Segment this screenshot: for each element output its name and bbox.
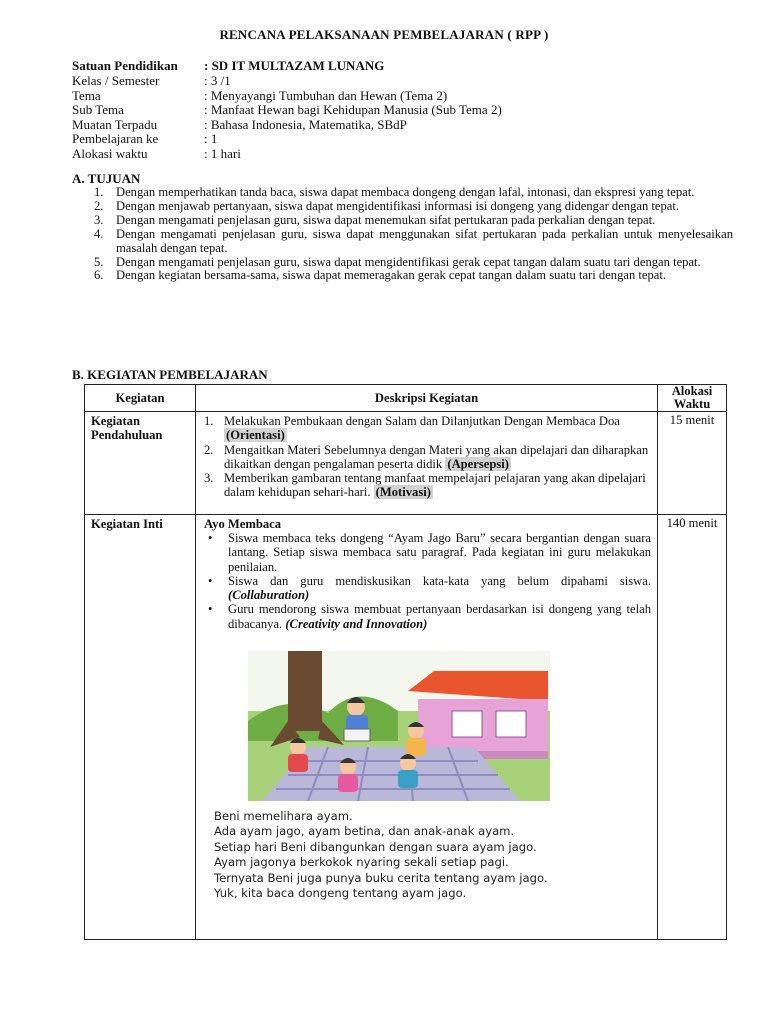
children-reading-illustration bbox=[248, 651, 550, 801]
goal-item bbox=[90, 214, 733, 228]
activity-description bbox=[196, 412, 658, 515]
bullet-tag: (Creativity and Innovation) bbox=[285, 616, 428, 631]
activity-time: 15 menit bbox=[658, 412, 727, 515]
identity-label: Tema bbox=[72, 87, 101, 103]
goal-number: 3. bbox=[94, 212, 104, 227]
item-tag: (Orientasi) bbox=[226, 428, 285, 443]
goal-text: Dengan menjawab pertanyaan, siswa dapat mengidentifikasi informasi isi dongeng yang didengar dengan tepat. bbox=[116, 198, 680, 213]
goal-text: Dengan mengamati penjelasan guru, siswa dapat mengidentifikasi gerak cepat tangan dalam suatu tari dengan tepat. bbox=[116, 254, 701, 269]
item-tag: (Apersepsi) bbox=[447, 456, 509, 471]
identity-value: : SD IT MULTAZAM LUNANG bbox=[204, 58, 385, 73]
story-line: Ada ayam jago, ayam betina, dan anak-anak ayam. bbox=[214, 824, 515, 839]
goal-item bbox=[90, 269, 733, 283]
goal-text: Dengan kegiatan bersama-sama, siswa dapat memeragakan gerak cepat tangan dalam suatu tari dengan tepat. bbox=[116, 268, 667, 283]
item-text: Melakukan Pembukaan dengan Salam dan Dilanjutkan Dengan Membaca Doa bbox=[224, 414, 620, 428]
story-text bbox=[214, 809, 584, 901]
activity-subtitle: Ayo Membaca bbox=[204, 517, 282, 531]
goal-item bbox=[90, 200, 733, 214]
identity-value: : Bahasa Indonesia, Matematika, SBdP bbox=[204, 116, 407, 132]
bullet-icon: • bbox=[208, 531, 213, 545]
goals-list bbox=[90, 186, 733, 283]
bullet-tag: (Collaburation) bbox=[228, 588, 310, 603]
bullet-text: Siswa dan guru mendiskusikan kata-kata yang belum dipahami siswa. bbox=[228, 573, 651, 588]
bullet-item bbox=[204, 574, 651, 603]
goal-number: 5. bbox=[94, 254, 104, 269]
bullet-text: Siswa membaca teks dongeng “Ayam Jago Baru” secara bergantian dengan suara lantang. Setiap siswa membaca satu paragraf. Pada kegiatan ini guru melakukan penilaian. bbox=[228, 531, 651, 574]
identity-label: Alokasi waktu bbox=[72, 145, 148, 161]
item-number: 1. bbox=[204, 414, 214, 428]
activities-table bbox=[84, 384, 727, 940]
header-deskripsi: Deskripsi Kegiatan bbox=[196, 385, 658, 412]
identity-label: Sub Tema bbox=[72, 102, 124, 117]
identity-label: Kelas / Semester bbox=[72, 73, 160, 88]
identity-label: Pembelajaran ke bbox=[72, 131, 159, 146]
activity-time: 140 menit bbox=[658, 515, 727, 940]
bullet-icon: • bbox=[208, 602, 213, 617]
header-alokasi: Alokasi Waktu bbox=[658, 385, 727, 412]
goal-item bbox=[90, 228, 733, 256]
table-header-row bbox=[85, 385, 727, 412]
table-row-pendahuluan bbox=[85, 412, 727, 515]
item-text: Mengaitkan Materi Sebelumnya dengan Materi yang akan dipelajari dan diharapkan dikaitkan dengan pengalaman peserta didik bbox=[224, 442, 649, 471]
story-line: Setiap hari Beni dibangunkan dengan suara ayam jago. bbox=[214, 839, 537, 854]
activity-description bbox=[196, 515, 658, 940]
story-line: Yuk, kita baca dongeng tentang ayam jago. bbox=[214, 886, 467, 901]
story-line: Ternyata Beni juga punya buku cerita tentang ayam jago. bbox=[214, 870, 548, 885]
inti-bullet-list bbox=[204, 531, 651, 631]
goal-number: 2. bbox=[94, 198, 104, 213]
goal-item bbox=[90, 186, 733, 200]
identity-label: Muatan Terpadu bbox=[72, 116, 158, 132]
item-text: Memberikan gambaran tentang manfaat mempelajari pelajaran yang akan dipelajari dalam kehidupan sehari-hari. bbox=[224, 471, 646, 500]
table-row-inti bbox=[85, 515, 727, 940]
item-tag: (Motivasi) bbox=[375, 485, 431, 500]
bullet-item bbox=[204, 531, 651, 574]
goal-text: Dengan mengamati penjelasan guru, siswa dapat menemukan sifat pertukaran pada perkalian dengan tepat. bbox=[116, 212, 656, 227]
bullet-item bbox=[204, 602, 651, 631]
bullet-icon: • bbox=[208, 573, 213, 588]
goal-text: Dengan memperhatikan tanda baca, siswa dapat membaca dongeng dengan lafal, intonasi, dan ekspresi yang tepat. bbox=[116, 185, 695, 199]
activity-name: Kegiatan Pendahuluan bbox=[85, 412, 196, 515]
item-number: 3. bbox=[204, 471, 214, 486]
document-title: RENCANA PELAKSANAAN PEMBELAJARAN ( RPP ) bbox=[219, 27, 549, 42]
item-number: 2. bbox=[204, 442, 214, 457]
goal-number: 4. bbox=[94, 226, 104, 241]
identity-value: : Manfaat Hewan bagi Kehidupan Manusia (Sub Tema 2) bbox=[204, 102, 502, 117]
identity-label: Satuan Pendidikan bbox=[72, 58, 178, 73]
identity-value: : Menyayangi Tumbuhan dan Hewan (Tema 2) bbox=[204, 87, 448, 103]
identity-value: : 1 hari bbox=[204, 145, 241, 161]
list-item bbox=[204, 471, 651, 500]
story-line: Ayam jagonya berkokok nyaring sekali setiap pagi. bbox=[214, 855, 509, 870]
activity-name: Kegiatan Inti bbox=[85, 515, 196, 940]
goal-number: 1. bbox=[94, 185, 104, 199]
goal-number: 6. bbox=[94, 268, 104, 283]
goal-text: Dengan mengamati penjelasan guru, siswa dapat menggunakan sifat pertukaran pada perkalian untuk menyelesaikan masalah dengan tepat. bbox=[116, 226, 733, 255]
pendahuluan-list bbox=[204, 414, 651, 500]
identity-value: : 1 bbox=[204, 131, 218, 146]
section-heading-tujuan: A. TUJUAN bbox=[72, 171, 141, 186]
goal-item bbox=[90, 256, 733, 270]
section-heading-kegiatan: B. KEGIATAN PEMBELAJARAN bbox=[72, 367, 268, 382]
story-line: Beni memelihara ayam. bbox=[214, 809, 353, 824]
identity-value: : 3 /1 bbox=[204, 73, 231, 88]
list-item bbox=[204, 443, 651, 472]
header-kegiatan: Kegiatan bbox=[85, 385, 196, 412]
list-item bbox=[204, 414, 651, 443]
bullet-text: Guru mendorong siswa membuat pertanyaan berdasarkan isi dongeng yang telah dibacanya. bbox=[228, 602, 651, 631]
